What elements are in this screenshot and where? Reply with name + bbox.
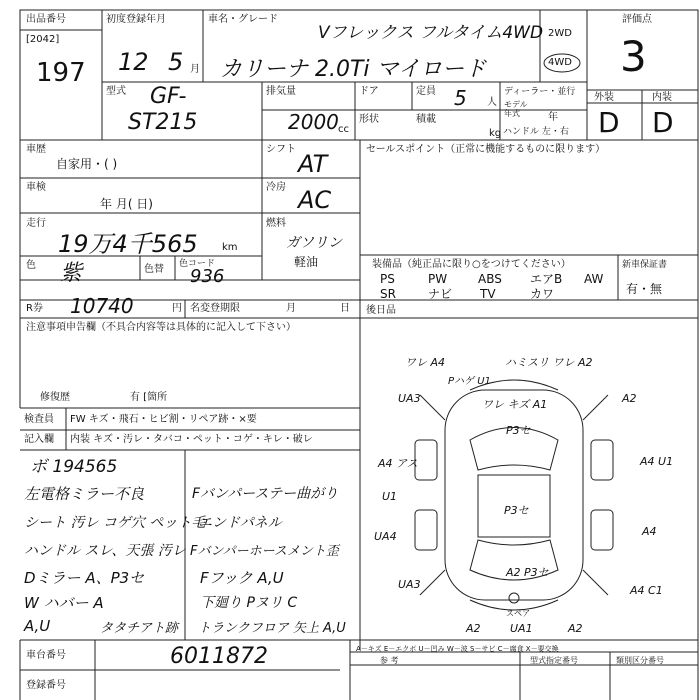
year-unit: 年 (548, 112, 558, 123)
note-line: Fバンパーステー曲がり (192, 486, 339, 502)
damage-mark: A4 U1 (640, 455, 674, 468)
inspector-label: 検査員 (24, 414, 54, 425)
lot-number: 197 (36, 58, 86, 88)
capacity-value: 5 (454, 86, 467, 110)
score: 3 (620, 32, 647, 81)
legend-ref-2: 類別区分番号 (616, 656, 664, 665)
door-label: ドア (359, 86, 379, 97)
note-line: 左電格ミラー不良 (24, 485, 145, 503)
damage-mark: UA3 (398, 578, 421, 591)
warranty-label: 新車保証書 (622, 260, 668, 270)
exterior-label: 外装 (594, 92, 614, 103)
name-label: 車名・グレード (208, 14, 278, 25)
note-line: タタチアト跡 (100, 621, 179, 636)
inspection-label: 車検 (26, 182, 46, 193)
shape-label: 形状 (359, 114, 379, 125)
capacity-unit: 人 (487, 97, 497, 108)
model: カリーナ 2.0Ti マイロード (220, 57, 487, 82)
chassis-label: 車台番号 (26, 650, 66, 661)
reg-year: 12 (118, 48, 149, 76)
entry-label: 記入欄 (24, 434, 54, 445)
fuel-diesel: 軽油 (294, 255, 319, 269)
interior-grade: D (652, 106, 674, 139)
color-change-label: 色替 (144, 264, 164, 275)
repair-value: 有 [箇所 (130, 392, 168, 403)
mileage-label: 走行 (26, 218, 46, 229)
note-line: W ハバー A (24, 594, 104, 612)
repair-label: 修復歴 (40, 392, 70, 403)
kg-unit: kg (489, 128, 502, 139)
color-value: 紫 (60, 261, 83, 286)
check-line-1: FW キズ・飛石・ヒビ割・リペア跡・×要 (70, 414, 257, 425)
damage-mark: ハミスリ ワレ A2 (505, 356, 593, 369)
equip-tv: TV (480, 287, 496, 301)
meigi-label: 名変登期限 (190, 303, 240, 314)
handle-label: ハンドル 左・右 (503, 127, 569, 137)
shift-label: シフト (266, 144, 296, 155)
meigi-day: 日 (340, 303, 350, 314)
note-line: トランクフロア 矢上 A,U (198, 621, 346, 636)
damage-mark: A4 (642, 525, 657, 538)
legend-ref-1: 型式指定番号 (530, 656, 578, 665)
recycle-value: 10740 (70, 294, 134, 318)
damage-mark: A2 P3セ (506, 566, 549, 579)
drive-2wd: 2WD (548, 28, 572, 39)
reg-label: 初度登録年月 (106, 14, 166, 25)
equip-label: 装備品（純正品に限り○をつけてください） (372, 259, 571, 270)
color-code: 936 (190, 266, 225, 287)
note-line: Fフック A,U (200, 569, 284, 587)
inspection-value: 年 月( 日) (100, 197, 153, 211)
rear-seat-label: 後日品 (366, 305, 396, 316)
note-line: Dミラー A、P3セ (24, 569, 145, 587)
shift-value: AT (298, 150, 328, 178)
grade: Vフレックス フルタイム4WD (318, 23, 544, 43)
recycle-label: R券 (26, 303, 43, 314)
regno-label: 登録番号 (26, 680, 66, 691)
lot-label: 出品番号 (26, 14, 66, 25)
damage-mark: A4 C1 (630, 584, 663, 597)
note-line: A,U (24, 617, 51, 635)
damage-mark: A4 アス (378, 457, 418, 470)
damage-mark: A2 (466, 622, 481, 635)
notes-label: 注意事項申告欄（不具合内容等は具体的に記入して下さい） (26, 322, 296, 333)
note-line: ハンドル スレ、天張 汚レ (24, 543, 186, 559)
note-line: 下廻り Pヌリ C (200, 595, 298, 611)
damage-mark: UA3 (398, 392, 421, 405)
fuel-gas: ガソリン (286, 235, 342, 251)
reg-month: 5 (168, 48, 184, 76)
exterior-grade: D (598, 106, 620, 139)
note-line: ボ 194565 (30, 457, 118, 477)
equip-ps: PS (380, 272, 395, 286)
model-year-label: モデル年式 (504, 100, 528, 118)
damage-mark: ワレ A4 (405, 356, 446, 369)
damage-mark: UA4 (374, 530, 397, 543)
legend-text: A－キズ E－エクボ U－凹み W－波 S－サビ C－腐食 X－要交換 (356, 645, 559, 653)
color-label: 色 (26, 260, 36, 271)
disp-label: 排気量 (266, 86, 296, 97)
damage-mark: ワレ キズ A1 (482, 398, 548, 411)
damage-mark: U1 (382, 490, 398, 503)
warranty-value: 有・無 (626, 282, 663, 296)
chassis-value: 6011872 (170, 644, 268, 669)
recycle-unit: 円 (172, 303, 182, 314)
mileage-value: 19万4千565 (58, 230, 198, 258)
equip-leather: カワ (530, 287, 555, 301)
note-line: シート 汚レ コゲ穴 ペット毛 (24, 515, 206, 531)
disp-value: 2000 (288, 110, 339, 134)
disp-unit: cc (338, 124, 349, 135)
equip-abs: ABS (478, 272, 502, 286)
history-value: 自家用・( ) (56, 157, 118, 171)
equip-navi: ナビ (428, 287, 453, 301)
equip-aw: AW (584, 272, 604, 286)
damage-mark: UA1 (510, 622, 533, 635)
equip-sr: SR (380, 287, 396, 301)
history-label: 車歴 (26, 144, 46, 155)
damage-mark: A2 (568, 622, 583, 635)
reg-month-unit: 月 (190, 64, 200, 75)
cargo-label: 積載 (416, 114, 436, 125)
interior-label: 内装 (652, 92, 672, 103)
note-line: エンドパネル (198, 515, 282, 531)
spare-label: スペア (506, 609, 530, 618)
sales-label: セールスポイント（正常に機能するものに限ります） (366, 144, 606, 155)
score-label: 評価点 (622, 14, 652, 25)
type-label: 型式 (106, 86, 126, 97)
meigi-month: 月 (286, 303, 296, 314)
damage-mark: P3セ (506, 424, 531, 437)
drive-4wd: 4WD (548, 57, 572, 68)
color-code-label: 色コード (179, 259, 216, 269)
damage-mark: Pハゲ U1 (448, 376, 491, 387)
note-line: Fバンパーホースメント歪 (190, 544, 339, 559)
aircon-value: AC (298, 186, 332, 214)
damage-mark: A2 (622, 392, 637, 405)
type-code: ST215 (128, 110, 198, 135)
equip-airbag: エアB (530, 272, 563, 286)
lot-sub: [2042] (26, 34, 60, 45)
capacity-label: 定員 (416, 86, 436, 97)
damage-mark: P3セ (504, 504, 529, 517)
type-prefix: GF- (150, 84, 187, 109)
fuel-label: 燃料 (266, 218, 286, 229)
aircon-label: 冷房 (266, 182, 286, 193)
mileage-unit: km (222, 242, 238, 253)
dealer-label: ディーラー・並行 (504, 87, 576, 97)
equip-pw: PW (428, 272, 448, 286)
check-line-2: 内装 キズ・汚レ・タバコ・ペット・コゲ・キレ・破レ (70, 434, 313, 445)
legend-ref-3: 参 考 (380, 656, 399, 665)
